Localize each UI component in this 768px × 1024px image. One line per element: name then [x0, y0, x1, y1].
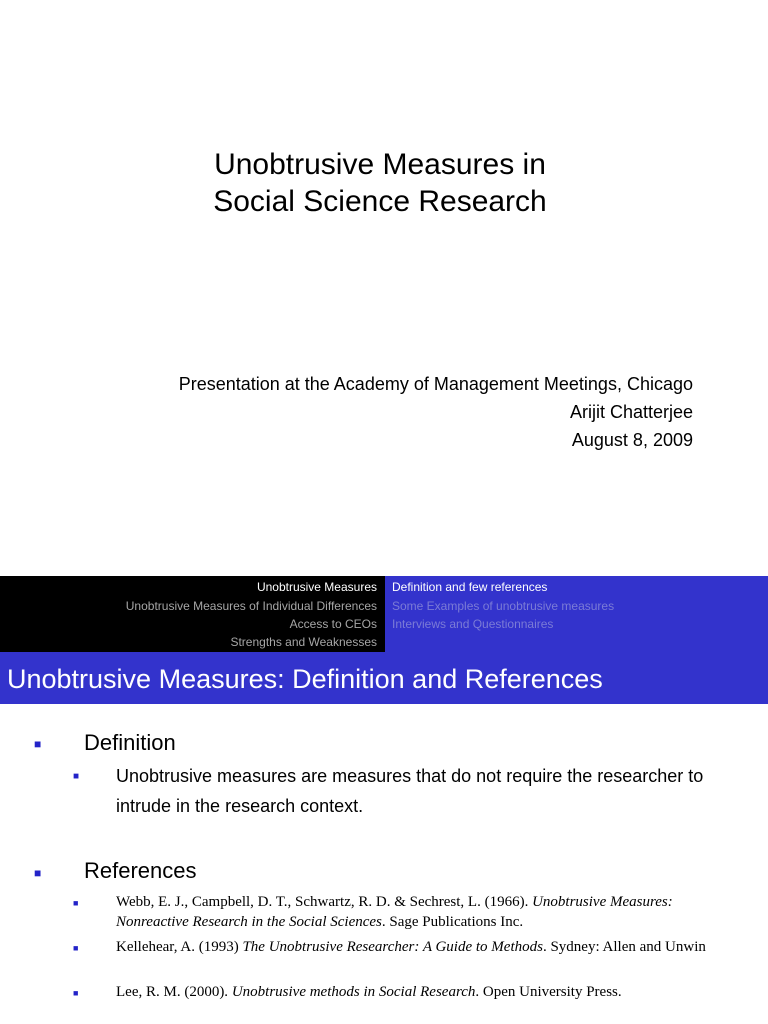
definition-text: Unobtrusive measures are measures that do not require the researcher to intrude in the research context. [116, 766, 704, 816]
reference-author: Lee, R. M. (2000). [116, 984, 232, 1000]
reference-item-2 [116, 937, 736, 957]
nav-section-unobtrusive-measures[interactable]: Unobtrusive Measures [256, 580, 377, 594]
content-slide [0, 576, 768, 1024]
reference-title: Unobtrusive Measures: Nonreactive Research in the Social Sciences [116, 894, 673, 930]
date-line: August 8, 2009 [571, 430, 693, 450]
definition-heading: Definition [84, 730, 176, 755]
reference-publisher: . Sage Publications Inc. [381, 914, 524, 930]
presenter-block [179, 370, 693, 454]
square-bullet-icon: ■ [34, 866, 42, 880]
nav-sub-interviews[interactable]: Interviews and Questionnaires [392, 617, 554, 631]
square-bullet-icon: ■ [73, 943, 79, 953]
reference-item-1 [116, 892, 736, 932]
title-line-1: Unobtrusive Measures in [214, 148, 546, 181]
nav-section-strengths-weaknesses[interactable]: Strengths and Weaknesses [230, 635, 377, 649]
nav-sub-definition[interactable]: Definition and few references [392, 580, 548, 594]
nav-sub-examples[interactable]: Some Examples of unobtrusive measures [392, 599, 615, 613]
reference-title: The Unobtrusive Researcher: A Guide to Methods [242, 939, 543, 955]
slide-navigation [0, 576, 768, 652]
reference-item-3 [116, 982, 736, 1002]
square-bullet-icon: ■ [73, 988, 79, 998]
slide-heading: Unobtrusive Measures: Definition and References [7, 664, 603, 694]
section-nav [0, 576, 385, 652]
square-bullet-icon: ■ [73, 771, 80, 782]
subsection-nav [385, 576, 768, 652]
reference-author: Kellehear, A. (1993) [116, 939, 243, 955]
square-bullet-icon: ■ [73, 898, 79, 908]
slide-title-bar [0, 652, 768, 704]
title-line-2: Social Science Research [213, 185, 547, 218]
reference-publisher: . Open University Press. [475, 984, 622, 1000]
reference-publisher: . Sydney: Allen and Unwin [542, 939, 706, 955]
reference-title: Unobtrusive methods in Social Research [231, 984, 476, 1000]
author-line: Arijit Chatterjee [569, 402, 693, 422]
slide-title [0, 146, 760, 220]
venue-line: Presentation at the Academy of Management Meetings, Chicago [178, 374, 693, 394]
nav-section-individual-differences[interactable]: Unobtrusive Measures of Individual Differences [125, 599, 377, 613]
references-heading: References [84, 858, 197, 883]
square-bullet-icon: ■ [34, 737, 42, 751]
nav-section-access-to-ceos[interactable]: Access to CEOs [289, 617, 377, 631]
reference-author: Webb, E. J., Campbell, D. T., Schwartz, R. D. & Sechrest, L. (1966). [116, 894, 533, 910]
